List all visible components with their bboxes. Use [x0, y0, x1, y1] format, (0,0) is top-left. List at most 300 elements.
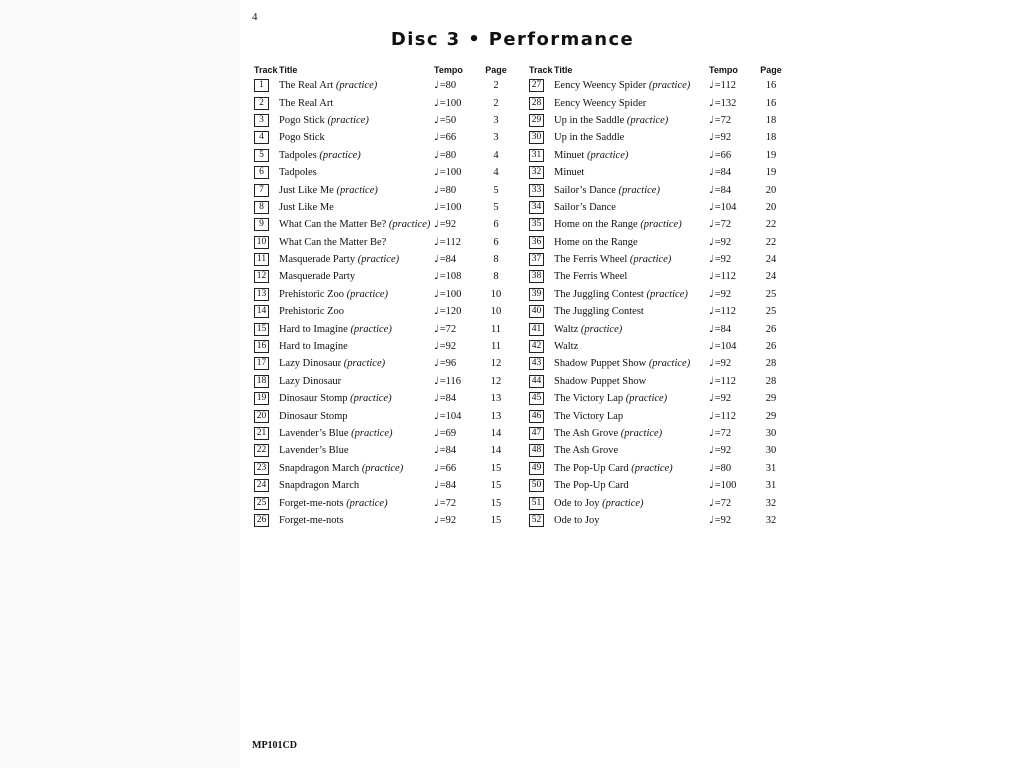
page-cell: 28	[765, 358, 777, 370]
track-title: Minuet	[554, 149, 585, 161]
page-cell: 3	[493, 132, 499, 144]
tempo-value: =104	[439, 410, 462, 422]
tempo-cell	[709, 129, 751, 146]
track-number-box: 31	[529, 149, 544, 162]
track-number-box: 41	[529, 323, 544, 336]
track-number-box: 1	[254, 79, 269, 92]
track-number-cell	[254, 390, 279, 407]
tempo-value: =104	[714, 201, 737, 213]
track-title-cell	[279, 268, 434, 285]
page-cell: 6	[493, 236, 499, 248]
track-title: The Real Art	[279, 80, 334, 92]
track-title-cell	[279, 216, 434, 233]
quarter-note-icon: ♩	[709, 184, 714, 196]
track-title-cell	[554, 494, 709, 511]
quarter-note-icon: ♩	[709, 167, 714, 179]
track-title-cell	[554, 112, 709, 129]
track-number-box: 22	[254, 444, 269, 457]
tempo-value: =92	[439, 341, 457, 353]
track-title: The Ferris Wheel	[554, 271, 628, 283]
practice-label: (practice)	[361, 462, 404, 474]
track-title: Minuet	[554, 167, 585, 179]
quarter-note-icon: ♩	[434, 201, 439, 213]
track-number-box: 40	[529, 305, 544, 318]
tempo-value: =84	[439, 393, 457, 405]
track-row	[529, 355, 791, 372]
track-number-cell	[529, 355, 554, 372]
tempo-value: =100	[439, 167, 462, 179]
tempo-cell	[434, 251, 476, 268]
tempo-cell	[434, 303, 476, 320]
track-number-cell	[254, 286, 279, 303]
track-title: The Victory Lap	[554, 393, 624, 405]
track-title: The Ash Grove	[554, 428, 619, 439]
track-title: Tadpoles	[279, 149, 317, 161]
track-title-cell	[279, 303, 434, 320]
page-cell: 10	[490, 306, 502, 318]
page-cell: 15	[490, 514, 502, 526]
track-title: The Juggling Contest	[554, 306, 644, 318]
practice-label: (practice)	[586, 149, 629, 161]
quarter-note-icon: ♩	[709, 514, 714, 526]
tempo-value: =80	[439, 80, 457, 92]
track-title-cell	[554, 251, 709, 268]
practice-label: (practice)	[335, 80, 378, 92]
track-title: Eency Weency Spider	[554, 97, 647, 109]
track-number-box: 23	[254, 462, 269, 475]
page-cell: 4	[493, 149, 499, 161]
track-title: What Can the Matter Be?	[279, 236, 387, 248]
track-number-cell	[529, 147, 554, 164]
track-title-cell	[279, 425, 434, 442]
track-row	[254, 407, 516, 424]
page-cell: 18	[765, 114, 777, 126]
track-row	[254, 355, 516, 372]
tempo-value: =66	[714, 149, 732, 161]
quarter-note-icon: ♩	[434, 80, 439, 92]
track-title: Sailor’s Dance	[554, 184, 616, 196]
tempo-value: =92	[714, 393, 732, 405]
page-cell: 5	[493, 184, 499, 196]
track-row	[529, 303, 791, 320]
tempo-value: =84	[439, 480, 457, 492]
tempo-value: =120	[439, 306, 462, 318]
track-number-box: 30	[529, 131, 544, 144]
tempo-cell	[709, 77, 751, 94]
tempo-value: =80	[439, 149, 457, 161]
tempo-cell	[434, 390, 476, 407]
quarter-note-icon: ♩	[434, 219, 439, 231]
track-number-cell	[254, 129, 279, 146]
tempo-cell	[709, 390, 751, 407]
track-number-cell	[529, 94, 554, 111]
column-header-tempo: Tempo	[709, 65, 738, 75]
track-list-left	[254, 77, 516, 529]
quarter-note-icon: ♩	[709, 375, 714, 387]
track-title-cell	[279, 477, 434, 494]
quarter-note-icon: ♩	[709, 497, 714, 509]
column-header-track: Track	[254, 65, 278, 75]
tempo-cell	[709, 303, 751, 320]
track-title-cell	[554, 216, 709, 233]
page-cell: 8	[493, 271, 499, 283]
track-row	[254, 268, 516, 285]
track-title: Pogo Stick	[279, 114, 325, 126]
tempo-cell	[709, 460, 751, 477]
track-number-box: 17	[254, 357, 269, 370]
track-title: The Pop-Up Card	[554, 480, 629, 492]
track-row	[529, 425, 791, 442]
track-number-box: 51	[529, 497, 544, 510]
tempo-cell	[709, 407, 751, 424]
track-title-cell	[554, 147, 709, 164]
track-number-box: 28	[529, 97, 544, 110]
page-cell: 11	[490, 341, 502, 353]
track-number-box: 8	[254, 201, 269, 214]
track-row	[254, 164, 516, 181]
track-number-cell	[254, 77, 279, 94]
tempo-value: =84	[714, 184, 732, 196]
track-row	[529, 112, 791, 129]
tempo-cell	[709, 268, 751, 285]
track-number-cell	[254, 373, 279, 390]
quarter-note-icon: ♩	[434, 428, 439, 439]
track-title: Dinosaur Stomp	[279, 410, 348, 422]
page-cell: 2	[493, 80, 499, 92]
track-title: Shadow Puppet Show	[554, 375, 647, 387]
tempo-value: =72	[439, 323, 457, 335]
page-cell: 20	[765, 184, 777, 196]
track-number-box: 27	[529, 79, 544, 92]
practice-label: (practice)	[620, 428, 663, 439]
track-number-box: 21	[254, 427, 269, 440]
track-number-box: 4	[254, 131, 269, 144]
page-cell: 15	[490, 462, 502, 474]
tempo-value: =80	[439, 184, 457, 196]
practice-label: (practice)	[350, 393, 392, 405]
track-title: The Pop-Up Card	[554, 462, 629, 474]
practice-label: (practice)	[319, 149, 361, 161]
track-title: Ode to Joy	[554, 514, 600, 526]
column-header-page: Page	[485, 65, 507, 75]
quarter-note-icon: ♩	[434, 445, 439, 457]
page-cell: 16	[765, 97, 777, 109]
tempo-value: =72	[714, 497, 732, 509]
track-title-cell	[554, 407, 709, 424]
quarter-note-icon: ♩	[434, 393, 439, 405]
track-title-cell	[279, 164, 434, 181]
quarter-note-icon: ♩	[709, 323, 714, 335]
tempo-value: =66	[439, 462, 457, 474]
quarter-note-icon: ♩	[709, 341, 714, 353]
track-title: Just Like Me	[279, 184, 334, 196]
page-cell: 31	[765, 462, 777, 474]
track-number-box: 20	[254, 410, 269, 423]
page-cell: 22	[765, 236, 777, 248]
track-number-box: 29	[529, 114, 544, 127]
track-number-box: 13	[254, 288, 269, 301]
track-row	[254, 77, 516, 94]
quarter-note-icon: ♩	[434, 341, 439, 353]
track-number-cell	[529, 425, 554, 442]
track-row	[529, 320, 791, 337]
track-title: Lavender’s Blue	[279, 428, 349, 439]
page-cell: 29	[765, 393, 777, 405]
track-title-cell	[279, 234, 434, 251]
track-title-cell	[554, 234, 709, 251]
practice-label: (practice)	[629, 254, 672, 266]
track-number-box: 48	[529, 444, 544, 457]
practice-label: (practice)	[327, 114, 369, 126]
track-row	[254, 286, 516, 303]
track-row	[529, 460, 791, 477]
track-number-cell	[254, 112, 279, 129]
track-title: Hard to Imagine	[279, 341, 348, 353]
tempo-value: =72	[714, 428, 732, 439]
track-title-cell	[554, 286, 709, 303]
track-number-box: 19	[254, 392, 269, 405]
quarter-note-icon: ♩	[709, 480, 714, 492]
tempo-cell	[709, 199, 751, 216]
tempo-cell	[709, 216, 751, 233]
page-cell: 26	[765, 323, 777, 335]
tempo-cell	[709, 251, 751, 268]
track-row	[254, 199, 516, 216]
practice-label: (practice)	[618, 184, 660, 196]
tempo-value: =92	[439, 219, 457, 231]
track-number-cell	[254, 181, 279, 198]
track-number-cell	[529, 338, 554, 355]
track-number-cell	[254, 477, 279, 494]
track-row	[254, 94, 516, 111]
track-number-cell	[254, 216, 279, 233]
track-title-cell	[279, 373, 434, 390]
track-number-cell	[529, 407, 554, 424]
track-title: Shadow Puppet Show	[554, 358, 647, 370]
track-title-cell	[554, 268, 709, 285]
column-header-tempo: Tempo	[434, 65, 463, 75]
page-cell: 25	[765, 288, 777, 300]
track-row	[254, 477, 516, 494]
page-cell: 29	[765, 410, 777, 422]
tempo-cell	[709, 425, 751, 442]
tempo-value: =96	[439, 358, 457, 370]
tempo-cell	[434, 181, 476, 198]
track-title-cell	[279, 251, 434, 268]
track-title-cell	[279, 512, 434, 529]
tempo-value: =112	[714, 271, 737, 283]
track-row	[529, 199, 791, 216]
track-table-left	[254, 63, 516, 529]
tempo-value: =72	[714, 114, 732, 126]
tempo-cell	[709, 477, 751, 494]
track-number-cell	[254, 494, 279, 511]
track-number-cell	[529, 286, 554, 303]
track-row	[529, 512, 791, 529]
track-title: Prehistoric Zoo	[279, 288, 345, 300]
track-number-cell	[529, 303, 554, 320]
track-number-cell	[529, 112, 554, 129]
track-number-box: 25	[254, 497, 269, 510]
tempo-cell	[434, 112, 476, 129]
tempo-cell	[434, 129, 476, 146]
track-number-cell	[254, 320, 279, 337]
tempo-cell	[434, 338, 476, 355]
quarter-note-icon: ♩	[709, 114, 714, 126]
track-title: Home on the Range	[554, 236, 638, 248]
tempo-value: =112	[714, 410, 737, 422]
track-row	[254, 494, 516, 511]
track-row	[254, 181, 516, 198]
page-cell: 12	[490, 358, 502, 370]
track-number-cell	[529, 77, 554, 94]
tempo-cell	[434, 512, 476, 529]
track-number-cell	[254, 164, 279, 181]
track-row	[254, 129, 516, 146]
track-number-cell	[254, 268, 279, 285]
page-cell: 5	[493, 201, 499, 213]
track-title-cell	[279, 494, 434, 511]
track-number-box: 6	[254, 166, 269, 179]
table-header-row	[529, 63, 791, 77]
tempo-cell	[434, 407, 476, 424]
track-title: Eency Weency Spider	[554, 80, 647, 92]
tempo-value: =69	[439, 428, 457, 439]
track-title-cell	[554, 77, 709, 94]
track-number-box: 43	[529, 357, 544, 370]
track-title: Dinosaur Stomp	[279, 393, 348, 405]
tempo-value: =112	[439, 236, 462, 248]
track-title: Forget-me-nots	[279, 514, 344, 526]
tempo-value: =100	[439, 97, 462, 109]
track-number-cell	[529, 494, 554, 511]
column-header-title: Title	[279, 65, 298, 75]
tempo-cell	[434, 268, 476, 285]
quarter-note-icon: ♩	[434, 132, 439, 144]
tempo-value: =100	[439, 288, 462, 300]
page-cell: 28	[765, 375, 777, 387]
tempo-value: =132	[714, 97, 737, 109]
track-number-cell	[529, 320, 554, 337]
page-cell: 20	[765, 201, 777, 213]
page-cell: 32	[765, 514, 777, 526]
quarter-note-icon: ♩	[709, 80, 714, 92]
tempo-cell	[434, 77, 476, 94]
track-row	[254, 147, 516, 164]
page-cell: 10	[490, 288, 502, 300]
track-title-cell	[279, 407, 434, 424]
track-row	[529, 338, 791, 355]
page-cell: 8	[493, 254, 499, 266]
track-title-cell	[279, 338, 434, 355]
track-number-cell	[529, 234, 554, 251]
page-cell: 19	[765, 167, 777, 179]
track-number-cell	[254, 460, 279, 477]
page-cell: 19	[765, 149, 777, 161]
track-row	[254, 320, 516, 337]
quarter-note-icon: ♩	[709, 271, 714, 283]
page-cell: 6	[493, 219, 499, 231]
track-number-box: 36	[529, 236, 544, 249]
track-number-box: 35	[529, 218, 544, 231]
track-title-cell	[554, 164, 709, 181]
track-title: Up in the Saddle	[554, 132, 625, 144]
track-row	[254, 303, 516, 320]
track-number-cell	[254, 442, 279, 459]
tempo-cell	[709, 286, 751, 303]
track-title: Just Like Me	[279, 201, 334, 213]
quarter-note-icon: ♩	[709, 410, 714, 422]
tempo-value: =112	[714, 80, 737, 92]
page-cell: 30	[765, 445, 777, 457]
track-number-box: 52	[529, 514, 544, 527]
page-cell: 13	[490, 410, 502, 422]
practice-label: (practice)	[626, 114, 669, 126]
track-title-cell	[554, 442, 709, 459]
tempo-value: =84	[439, 254, 457, 266]
track-number-cell	[529, 460, 554, 477]
track-title-cell	[279, 181, 434, 198]
tempo-cell	[434, 234, 476, 251]
page-cell: 32	[765, 497, 777, 509]
quarter-note-icon: ♩	[709, 445, 714, 457]
track-title: Tadpoles	[279, 167, 317, 179]
quarter-note-icon: ♩	[709, 306, 714, 318]
tempo-cell	[434, 286, 476, 303]
tempo-value: =72	[714, 219, 732, 231]
track-title-cell	[554, 512, 709, 529]
tempo-cell	[709, 112, 751, 129]
track-number-cell	[529, 373, 554, 390]
track-title: Sailor’s Dance	[554, 201, 616, 213]
practice-label: (practice)	[640, 219, 682, 231]
track-list-right	[529, 77, 791, 529]
quarter-note-icon: ♩	[434, 184, 439, 196]
quarter-note-icon: ♩	[709, 132, 714, 144]
track-number-box: 14	[254, 305, 269, 318]
quarter-note-icon: ♩	[434, 480, 439, 492]
practice-label: (practice)	[580, 323, 623, 335]
track-number-cell	[529, 199, 554, 216]
tempo-value: =92	[714, 288, 732, 300]
track-row	[529, 407, 791, 424]
track-title-cell	[279, 129, 434, 146]
practice-label: (practice)	[350, 323, 392, 335]
track-number-box: 15	[254, 323, 269, 336]
track-number-box: 32	[529, 166, 544, 179]
track-number-box: 46	[529, 410, 544, 423]
track-number-box: 39	[529, 288, 544, 301]
practice-label: (practice)	[346, 497, 388, 509]
track-number-cell	[254, 512, 279, 529]
column-header-page: Page	[760, 65, 782, 75]
page-cell: 12	[490, 375, 502, 387]
tempo-cell	[709, 373, 751, 390]
track-title: The Ash Grove	[554, 445, 619, 457]
page-title: Disc 3 • Performance	[390, 29, 635, 50]
track-number-cell	[254, 303, 279, 320]
tempo-cell	[434, 164, 476, 181]
track-title-cell	[554, 477, 709, 494]
track-number-box: 18	[254, 375, 269, 388]
track-number-box: 7	[254, 184, 269, 197]
practice-label: (practice)	[351, 428, 393, 439]
page-cell: 13	[490, 393, 502, 405]
tempo-value: =100	[439, 201, 462, 213]
page-cell: 3	[493, 114, 499, 126]
track-table-right	[529, 63, 791, 529]
track-number-cell	[254, 251, 279, 268]
